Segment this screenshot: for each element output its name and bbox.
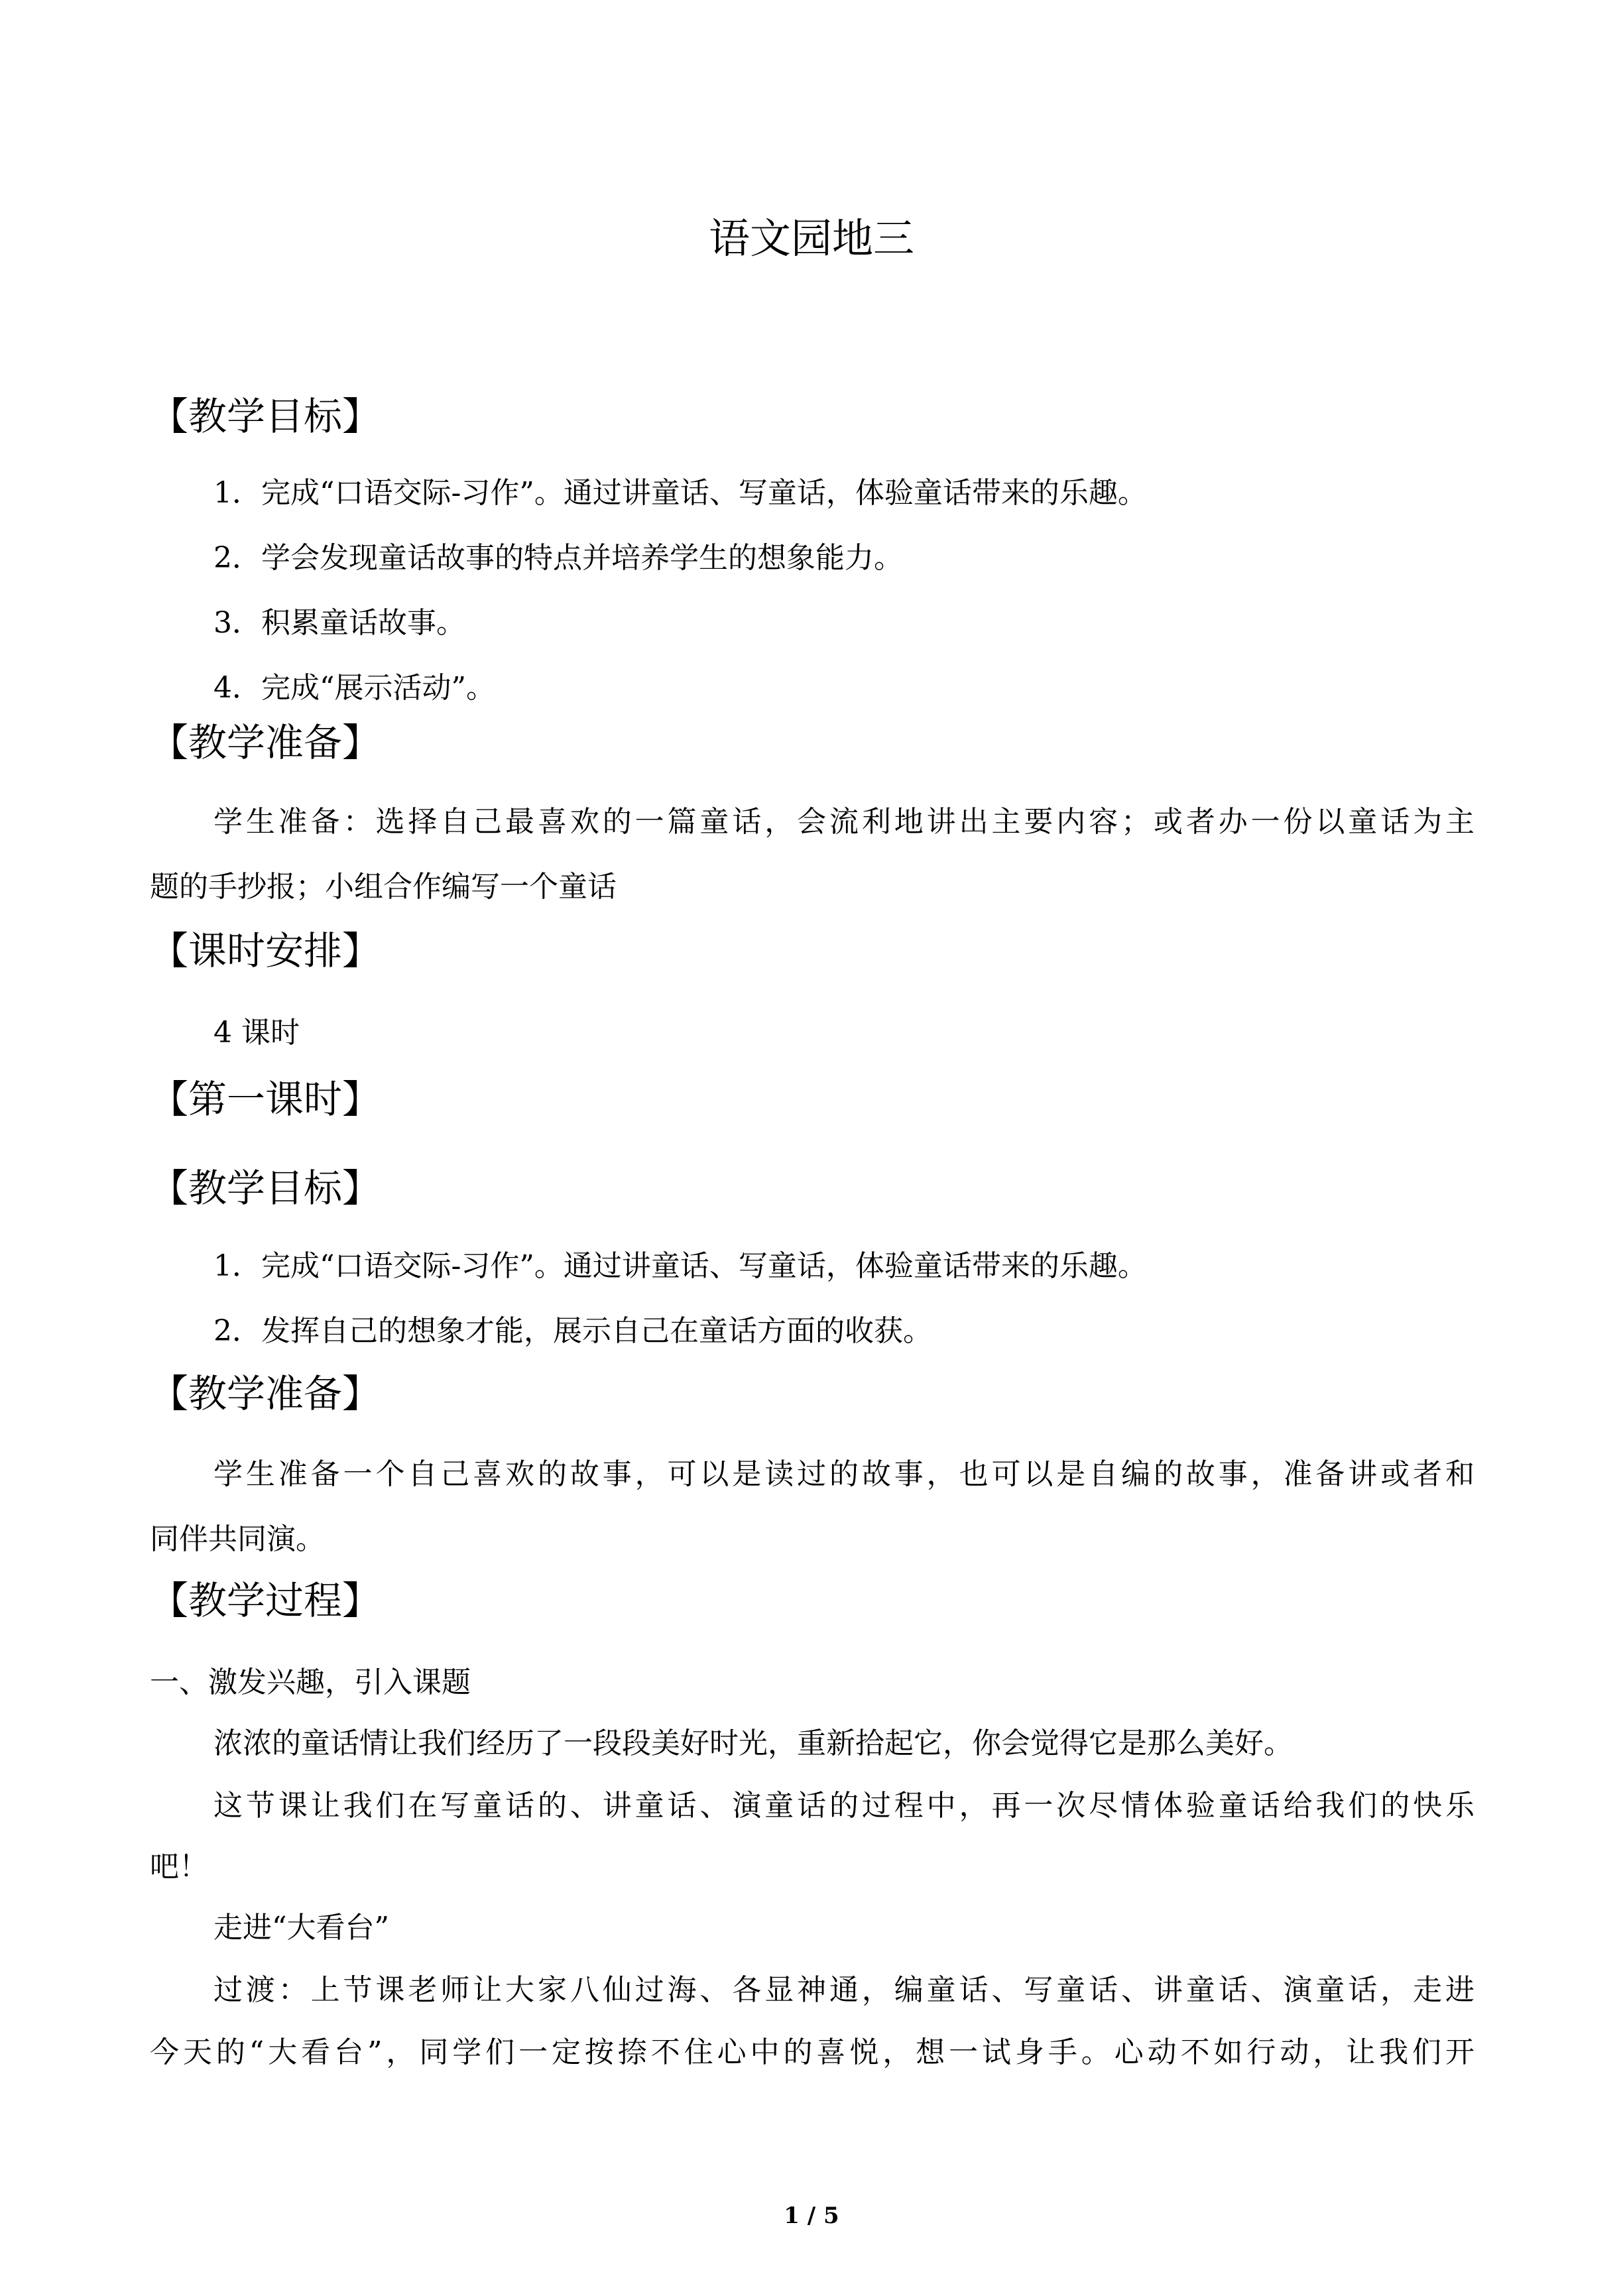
heading-lesson-one: 【第一课时】 — [150, 1077, 381, 1122]
goal-item: 2．发挥自己的想象才能，展示自己在童话方面的收获。 — [213, 1314, 932, 1348]
paragraph-line: 浓浓的童话情让我们经历了一段段美好时光，重新拾起它，你会觉得它是那么美好。 — [213, 1726, 1293, 1760]
paragraph-line: 今天的“大看台”，同学们一定按捺不住心中的喜悦，想一试身手。心动不如行动，让我们开 — [150, 2035, 1474, 2069]
paragraph-line: 过渡：上节课老师让大家八仙过海、各显神通，编童话、写童话、讲童话、演童话，走进 — [213, 1973, 1474, 2007]
paragraph-line: 同伴共同演。 — [150, 1522, 325, 1556]
page-number: 1 / 5 — [784, 2203, 839, 2229]
heading-teaching-prep: 【教学准备】 — [150, 1371, 381, 1416]
goal-item: 1．完成“口语交际-习作”。通过讲童话、写童话，体验童话带来的乐趣。 — [213, 1249, 1147, 1283]
goal-item: 2．学会发现童话故事的特点并培养学生的想象能力。 — [213, 541, 903, 575]
paragraph-line: 题的手抄报；小组合作编写一个童话 — [150, 870, 617, 904]
schedule-text: 4 课时 — [213, 1016, 300, 1050]
step-title: 一、激发兴趣，引入课题 — [150, 1665, 471, 1699]
goal-item: 1．完成“口语交际-习作”。通过讲童话、写童话，体验童话带来的乐趣。 — [213, 476, 1147, 510]
goal-item: 3．积累童话故事。 — [213, 606, 465, 640]
paragraph-line: 这节课让我们在写童话的、讲童话、演童话的过程中，再一次尽情体验童话给我们的快乐 — [213, 1789, 1474, 1823]
heading-teaching-process: 【教学过程】 — [150, 1578, 381, 1623]
paragraph-line: 学生准备：选择自己最喜欢的一篇童话，会流利地讲出主要内容；或者办一份以童话为主 — [213, 805, 1474, 839]
heading-teaching-goals: 【教学目标】 — [150, 1166, 381, 1211]
heading-schedule: 【课时安排】 — [150, 928, 381, 973]
heading-teaching-goals: 【教学目标】 — [150, 394, 381, 439]
paragraph-line: 走进“大看台” — [213, 1911, 389, 1945]
document-title: 语文园地三 — [708, 214, 914, 263]
paragraph-line: 学生准备一个自己喜欢的故事，可以是读过的故事，也可以是自编的故事，准备讲或者和 — [213, 1457, 1474, 1491]
heading-teaching-prep: 【教学准备】 — [150, 720, 381, 765]
goal-item: 4．完成“展示活动”。 — [213, 671, 495, 705]
paragraph-line: 吧！ — [150, 1850, 208, 1884]
